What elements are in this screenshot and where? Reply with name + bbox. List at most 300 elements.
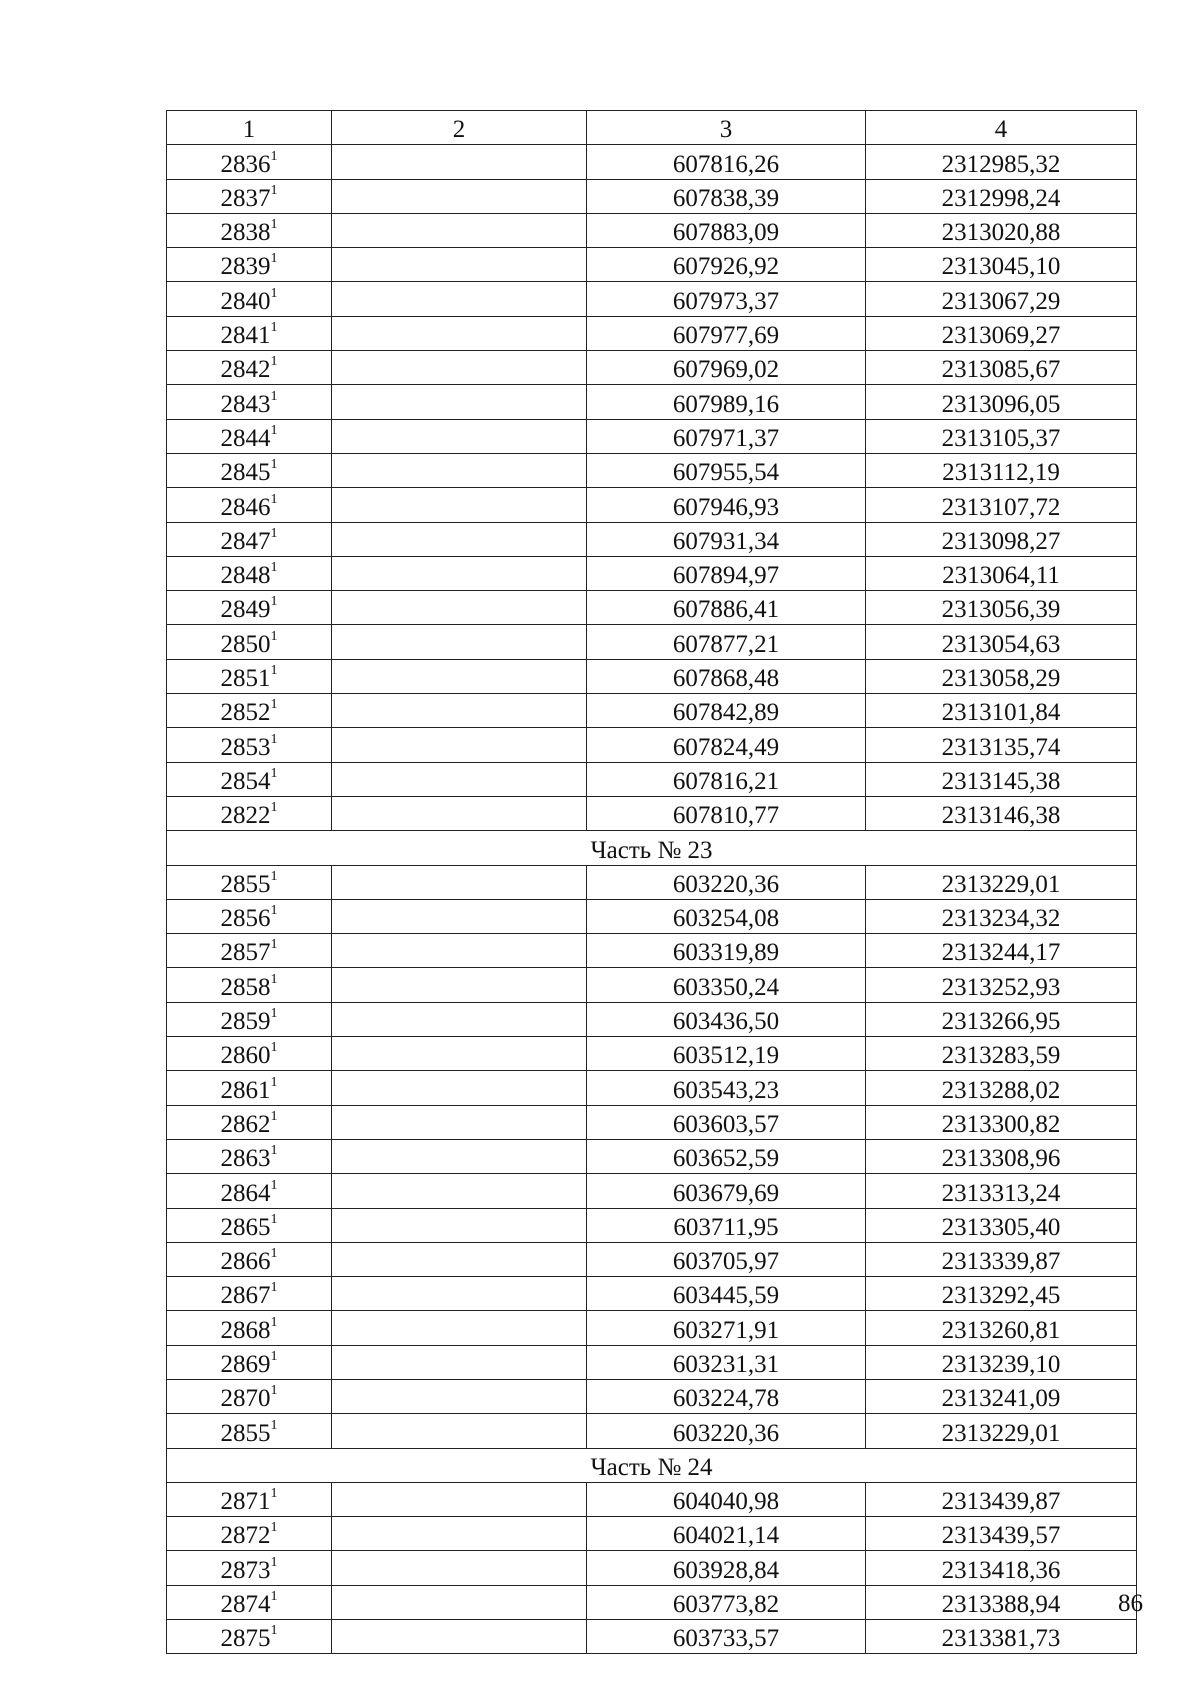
point-number-superscript: 1 xyxy=(270,1348,278,1364)
x-coordinate-cell: 603271,91 xyxy=(587,1311,866,1345)
point-number-cell xyxy=(167,1071,332,1105)
point-number-cell xyxy=(167,213,332,247)
point-number-cell xyxy=(167,1139,332,1173)
y-coordinate-cell: 2313112,19 xyxy=(866,453,1137,487)
point-number-cell xyxy=(167,385,332,419)
point-number-superscript: 1 xyxy=(270,1554,278,1570)
table-row xyxy=(167,1277,1137,1311)
table-row xyxy=(167,1551,1137,1585)
y-coordinate-cell: 2313146,38 xyxy=(866,796,1137,830)
point-number: 2871 xyxy=(220,1488,271,1516)
point-number: 2870 xyxy=(220,1385,271,1413)
point-number-superscript: 1 xyxy=(270,1108,278,1124)
col-2-cell xyxy=(332,248,587,282)
point-number: 2867 xyxy=(220,1282,271,1310)
point-number-cell xyxy=(167,694,332,728)
table-row xyxy=(167,1071,1137,1105)
section-title: Часть № 24 xyxy=(167,1448,1137,1482)
point-number-superscript: 1 xyxy=(270,1074,278,1090)
point-number: 2847 xyxy=(220,527,271,555)
col-2-cell xyxy=(332,1208,587,1242)
col-2-cell xyxy=(332,934,587,968)
y-coordinate-cell: 2313239,10 xyxy=(866,1345,1137,1379)
x-coordinate-cell: 603928,84 xyxy=(587,1551,866,1585)
point-number: 2864 xyxy=(220,1179,271,1207)
point-number: 2869 xyxy=(220,1350,271,1378)
point-number-cell xyxy=(167,316,332,350)
table-row xyxy=(167,1208,1137,1242)
x-coordinate-cell: 604040,98 xyxy=(587,1482,866,1516)
header-col-2: 2 xyxy=(332,111,587,145)
point-number-superscript: 1 xyxy=(270,697,278,713)
point-number-superscript: 1 xyxy=(270,217,278,233)
point-number-cell xyxy=(167,1345,332,1379)
point-number-superscript: 1 xyxy=(270,1006,278,1022)
x-coordinate-cell: 603231,31 xyxy=(587,1345,866,1379)
point-number-superscript: 1 xyxy=(270,903,278,919)
point-number: 2837 xyxy=(220,184,271,212)
point-number: 2849 xyxy=(220,596,271,624)
point-number: 2822 xyxy=(220,802,271,830)
table-row xyxy=(167,1242,1137,1276)
table-row xyxy=(167,1379,1137,1413)
header-col-4: 4 xyxy=(866,111,1137,145)
header-col-3: 3 xyxy=(587,111,866,145)
x-coordinate-cell: 607883,09 xyxy=(587,213,866,247)
x-coordinate-cell: 603350,24 xyxy=(587,968,866,1002)
point-number-superscript: 1 xyxy=(270,1383,278,1399)
point-number-superscript: 1 xyxy=(270,1417,278,1433)
x-coordinate-cell: 603679,69 xyxy=(587,1174,866,1208)
table-row xyxy=(167,1311,1137,1345)
point-number-cell xyxy=(167,728,332,762)
point-number-cell xyxy=(167,796,332,830)
point-number: 2841 xyxy=(220,322,271,350)
x-coordinate-cell: 603445,59 xyxy=(587,1277,866,1311)
x-coordinate-cell: 603733,57 xyxy=(587,1620,866,1654)
point-number-superscript: 1 xyxy=(270,1040,278,1056)
x-coordinate-cell: 607868,48 xyxy=(587,659,866,693)
y-coordinate-cell: 2313260,81 xyxy=(866,1311,1137,1345)
x-coordinate-cell: 604021,14 xyxy=(587,1517,866,1551)
col-2-cell xyxy=(332,1105,587,1139)
point-number-superscript: 1 xyxy=(270,1486,278,1502)
table-row xyxy=(167,625,1137,659)
point-number: 2872 xyxy=(220,1522,271,1550)
y-coordinate-cell: 2313058,29 xyxy=(866,659,1137,693)
point-number-superscript: 1 xyxy=(270,388,278,404)
col-2-cell xyxy=(332,1139,587,1173)
y-coordinate-cell: 2313252,93 xyxy=(866,968,1137,1002)
y-coordinate-cell: 2313313,24 xyxy=(866,1174,1137,1208)
point-number: 2866 xyxy=(220,1248,271,1276)
point-number: 2863 xyxy=(220,1145,271,1173)
y-coordinate-cell: 2313300,82 xyxy=(866,1105,1137,1139)
col-2-cell xyxy=(332,1414,587,1448)
col-2-cell xyxy=(332,1242,587,1276)
y-coordinate-cell: 2313107,72 xyxy=(866,488,1137,522)
col-2-cell xyxy=(332,1174,587,1208)
table-header-row xyxy=(167,111,1137,145)
y-coordinate-cell: 2313439,87 xyxy=(866,1482,1137,1516)
y-coordinate-cell: 2313439,57 xyxy=(866,1517,1137,1551)
x-coordinate-cell: 607989,16 xyxy=(587,385,866,419)
point-number: 2842 xyxy=(220,356,271,384)
table-row xyxy=(167,1174,1137,1208)
point-number: 2840 xyxy=(220,287,271,315)
point-number: 2848 xyxy=(220,562,271,590)
col-2-cell xyxy=(332,1517,587,1551)
point-number-cell xyxy=(167,1620,332,1654)
x-coordinate-cell: 607955,54 xyxy=(587,453,866,487)
table-row xyxy=(167,522,1137,556)
point-number-superscript: 1 xyxy=(270,731,278,747)
x-coordinate-cell: 603436,50 xyxy=(587,1002,866,1036)
x-coordinate-cell: 603773,82 xyxy=(587,1585,866,1619)
table-row xyxy=(167,659,1137,693)
point-number: 2874 xyxy=(220,1591,271,1619)
point-number-cell xyxy=(167,1311,332,1345)
point-number-cell xyxy=(167,1517,332,1551)
col-2-cell xyxy=(332,316,587,350)
table-row xyxy=(167,591,1137,625)
y-coordinate-cell: 2313308,96 xyxy=(866,1139,1137,1173)
header-col-1: 1 xyxy=(167,111,332,145)
col-2-cell xyxy=(332,1551,587,1585)
x-coordinate-cell: 607926,92 xyxy=(587,248,866,282)
y-coordinate-cell: 2313096,05 xyxy=(866,385,1137,419)
col-2-cell xyxy=(332,385,587,419)
y-coordinate-cell: 2313085,67 xyxy=(866,351,1137,385)
table-row xyxy=(167,1620,1137,1654)
y-coordinate-cell: 2313283,59 xyxy=(866,1037,1137,1071)
point-number-superscript: 1 xyxy=(270,560,278,576)
x-coordinate-cell: 603711,95 xyxy=(587,1208,866,1242)
point-number: 2868 xyxy=(220,1316,271,1344)
point-number-superscript: 1 xyxy=(270,1177,278,1193)
point-number-cell xyxy=(167,556,332,590)
col-2-cell xyxy=(332,419,587,453)
x-coordinate-cell: 607973,37 xyxy=(587,282,866,316)
point-number: 2858 xyxy=(220,973,271,1001)
point-number-cell xyxy=(167,282,332,316)
point-number-superscript: 1 xyxy=(270,628,278,644)
col-2-cell xyxy=(332,213,587,247)
point-number-superscript: 1 xyxy=(270,457,278,473)
table-row xyxy=(167,316,1137,350)
point-number-cell xyxy=(167,934,332,968)
col-2-cell xyxy=(332,351,587,385)
x-coordinate-cell: 603705,97 xyxy=(587,1242,866,1276)
x-coordinate-cell: 607816,26 xyxy=(587,145,866,179)
point-number-cell xyxy=(167,591,332,625)
table-row xyxy=(167,762,1137,796)
point-number-superscript: 1 xyxy=(270,422,278,438)
col-2-cell xyxy=(332,796,587,830)
x-coordinate-cell: 603319,89 xyxy=(587,934,866,968)
point-number-superscript: 1 xyxy=(270,251,278,267)
y-coordinate-cell: 2312985,32 xyxy=(866,145,1137,179)
y-coordinate-cell: 2313067,29 xyxy=(866,282,1137,316)
point-number-cell xyxy=(167,899,332,933)
table-row xyxy=(167,1414,1137,1448)
col-2-cell xyxy=(332,1277,587,1311)
y-coordinate-cell: 2313234,32 xyxy=(866,899,1137,933)
point-number-superscript: 1 xyxy=(270,800,278,816)
x-coordinate-cell: 603220,36 xyxy=(587,1414,866,1448)
point-number-superscript: 1 xyxy=(270,525,278,541)
table-body xyxy=(167,111,1137,1654)
x-coordinate-cell: 607931,34 xyxy=(587,522,866,556)
table-row xyxy=(167,556,1137,590)
point-number: 2838 xyxy=(220,219,271,247)
point-number-cell xyxy=(167,248,332,282)
x-coordinate-cell: 603603,57 xyxy=(587,1105,866,1139)
point-number-superscript: 1 xyxy=(270,1211,278,1227)
point-number: 2860 xyxy=(220,1042,271,1070)
col-2-cell xyxy=(332,625,587,659)
x-coordinate-cell: 603220,36 xyxy=(587,865,866,899)
point-number-cell xyxy=(167,1208,332,1242)
col-2-cell xyxy=(332,865,587,899)
point-number: 2853 xyxy=(220,733,271,761)
point-number-superscript: 1 xyxy=(270,937,278,953)
y-coordinate-cell: 2313266,95 xyxy=(866,1002,1137,1036)
point-number-cell xyxy=(167,351,332,385)
point-number: 2839 xyxy=(220,253,271,281)
y-coordinate-cell: 2313339,87 xyxy=(866,1242,1137,1276)
point-number: 2855 xyxy=(220,1419,271,1447)
point-number-cell xyxy=(167,659,332,693)
table-row xyxy=(167,282,1137,316)
x-coordinate-cell: 607810,77 xyxy=(587,796,866,830)
point-number-superscript: 1 xyxy=(270,1280,278,1296)
x-coordinate-cell: 607971,37 xyxy=(587,419,866,453)
x-coordinate-cell: 607838,39 xyxy=(587,179,866,213)
y-coordinate-cell: 2313054,63 xyxy=(866,625,1137,659)
x-coordinate-cell: 603543,23 xyxy=(587,1071,866,1105)
x-coordinate-cell: 607946,93 xyxy=(587,488,866,522)
y-coordinate-cell: 2313098,27 xyxy=(866,522,1137,556)
table-row xyxy=(167,934,1137,968)
col-2-cell xyxy=(332,522,587,556)
col-2-cell xyxy=(332,1482,587,1516)
page-number: 86 xyxy=(1118,1590,1143,1617)
table-row xyxy=(167,694,1137,728)
col-2-cell xyxy=(332,1620,587,1654)
col-2-cell xyxy=(332,282,587,316)
point-number: 2861 xyxy=(220,1076,271,1104)
point-number-superscript: 1 xyxy=(270,320,278,336)
point-number-cell xyxy=(167,1585,332,1619)
point-number-cell xyxy=(167,1414,332,1448)
y-coordinate-cell: 2313229,01 xyxy=(866,1414,1137,1448)
point-number-cell xyxy=(167,762,332,796)
col-2-cell xyxy=(332,1345,587,1379)
table-row xyxy=(167,796,1137,830)
point-number-superscript: 1 xyxy=(270,491,278,507)
table-row xyxy=(167,248,1137,282)
y-coordinate-cell: 2313418,36 xyxy=(866,1551,1137,1585)
y-coordinate-cell: 2313288,02 xyxy=(866,1071,1137,1105)
point-number-superscript: 1 xyxy=(270,1623,278,1639)
y-coordinate-cell: 2313020,88 xyxy=(866,213,1137,247)
point-number: 2856 xyxy=(220,905,271,933)
col-2-cell xyxy=(332,659,587,693)
y-coordinate-cell: 2313056,39 xyxy=(866,591,1137,625)
y-coordinate-cell: 2313244,17 xyxy=(866,934,1137,968)
point-number-cell xyxy=(167,522,332,556)
col-2-cell xyxy=(332,762,587,796)
x-coordinate-cell: 603512,19 xyxy=(587,1037,866,1071)
y-coordinate-cell: 2313381,73 xyxy=(866,1620,1137,1654)
point-number-cell xyxy=(167,1242,332,1276)
y-coordinate-cell: 2313292,45 xyxy=(866,1277,1137,1311)
point-number-cell xyxy=(167,1379,332,1413)
point-number-cell xyxy=(167,1277,332,1311)
coordinates-table xyxy=(166,110,1137,1654)
y-coordinate-cell: 2313229,01 xyxy=(866,865,1137,899)
table-row xyxy=(167,179,1137,213)
table-row xyxy=(167,865,1137,899)
table-row xyxy=(167,1139,1137,1173)
point-number: 2865 xyxy=(220,1213,271,1241)
col-2-cell xyxy=(332,179,587,213)
point-number-superscript: 1 xyxy=(270,1143,278,1159)
point-number: 2855 xyxy=(220,870,271,898)
point-number: 2844 xyxy=(220,424,271,452)
table-row xyxy=(167,1482,1137,1516)
point-number-cell xyxy=(167,968,332,1002)
x-coordinate-cell: 607824,49 xyxy=(587,728,866,762)
section-row xyxy=(167,1448,1137,1482)
table-row xyxy=(167,351,1137,385)
col-2-cell xyxy=(332,1037,587,1071)
point-number: 2850 xyxy=(220,630,271,658)
x-coordinate-cell: 603652,59 xyxy=(587,1139,866,1173)
x-coordinate-cell: 607886,41 xyxy=(587,591,866,625)
y-coordinate-cell: 2313064,11 xyxy=(866,556,1137,590)
col-2-cell xyxy=(332,1585,587,1619)
x-coordinate-cell: 603224,78 xyxy=(587,1379,866,1413)
point-number-cell xyxy=(167,145,332,179)
table-row xyxy=(167,1002,1137,1036)
table-row xyxy=(167,453,1137,487)
point-number-cell xyxy=(167,1174,332,1208)
point-number-superscript: 1 xyxy=(270,1520,278,1536)
point-number-superscript: 1 xyxy=(270,182,278,198)
y-coordinate-cell: 2313388,94 xyxy=(866,1585,1137,1619)
point-number-superscript: 1 xyxy=(270,594,278,610)
point-number-superscript: 1 xyxy=(270,868,278,884)
col-2-cell xyxy=(332,899,587,933)
point-number-cell xyxy=(167,625,332,659)
point-number: 2836 xyxy=(220,150,271,178)
point-number: 2845 xyxy=(220,459,271,487)
point-number-cell xyxy=(167,179,332,213)
point-number-superscript: 1 xyxy=(270,1589,278,1605)
point-number-superscript: 1 xyxy=(270,354,278,370)
point-number-cell xyxy=(167,419,332,453)
point-number: 2852 xyxy=(220,699,271,727)
x-coordinate-cell: 603254,08 xyxy=(587,899,866,933)
table-row xyxy=(167,1585,1137,1619)
point-number-cell xyxy=(167,1037,332,1071)
col-2-cell xyxy=(332,968,587,1002)
point-number: 2862 xyxy=(220,1110,271,1138)
x-coordinate-cell: 607894,97 xyxy=(587,556,866,590)
table-row xyxy=(167,145,1137,179)
section-row xyxy=(167,831,1137,865)
section-title: Часть № 23 xyxy=(167,831,1137,865)
point-number: 2859 xyxy=(220,1008,271,1036)
y-coordinate-cell: 2313305,40 xyxy=(866,1208,1137,1242)
point-number-superscript: 1 xyxy=(270,765,278,781)
point-number-superscript: 1 xyxy=(270,1246,278,1262)
table-row xyxy=(167,968,1137,1002)
point-number-cell xyxy=(167,1105,332,1139)
point-number-superscript: 1 xyxy=(270,148,278,164)
col-2-cell xyxy=(332,1002,587,1036)
point-number: 2854 xyxy=(220,767,271,795)
col-2-cell xyxy=(332,694,587,728)
table-row xyxy=(167,213,1137,247)
table-row xyxy=(167,1105,1137,1139)
y-coordinate-cell: 2312998,24 xyxy=(866,179,1137,213)
col-2-cell xyxy=(332,1379,587,1413)
point-number: 2873 xyxy=(220,1556,271,1584)
col-2-cell xyxy=(332,1311,587,1345)
col-2-cell xyxy=(332,591,587,625)
x-coordinate-cell: 607842,89 xyxy=(587,694,866,728)
table-row xyxy=(167,899,1137,933)
x-coordinate-cell: 607977,69 xyxy=(587,316,866,350)
table-row xyxy=(167,419,1137,453)
y-coordinate-cell: 2313241,09 xyxy=(866,1379,1137,1413)
point-number: 2875 xyxy=(220,1625,271,1653)
table-row xyxy=(167,1517,1137,1551)
point-number-superscript: 1 xyxy=(270,971,278,987)
col-2-cell xyxy=(332,488,587,522)
point-number-cell xyxy=(167,865,332,899)
col-2-cell xyxy=(332,145,587,179)
point-number: 2843 xyxy=(220,390,271,418)
point-number-cell xyxy=(167,453,332,487)
point-number-superscript: 1 xyxy=(270,1314,278,1330)
col-2-cell xyxy=(332,453,587,487)
y-coordinate-cell: 2313105,37 xyxy=(866,419,1137,453)
col-2-cell xyxy=(332,1071,587,1105)
point-number-cell xyxy=(167,488,332,522)
point-number-superscript: 1 xyxy=(270,663,278,679)
y-coordinate-cell: 2313145,38 xyxy=(866,762,1137,796)
col-2-cell xyxy=(332,728,587,762)
table-row xyxy=(167,728,1137,762)
point-number: 2846 xyxy=(220,493,271,521)
x-coordinate-cell: 607877,21 xyxy=(587,625,866,659)
point-number-cell xyxy=(167,1551,332,1585)
y-coordinate-cell: 2313069,27 xyxy=(866,316,1137,350)
point-number: 2851 xyxy=(220,665,271,693)
point-number-superscript: 1 xyxy=(270,285,278,301)
table-row xyxy=(167,385,1137,419)
point-number-cell xyxy=(167,1482,332,1516)
table-row xyxy=(167,1345,1137,1379)
point-number: 2857 xyxy=(220,939,271,967)
x-coordinate-cell: 607969,02 xyxy=(587,351,866,385)
table-row xyxy=(167,1037,1137,1071)
point-number-cell xyxy=(167,1002,332,1036)
